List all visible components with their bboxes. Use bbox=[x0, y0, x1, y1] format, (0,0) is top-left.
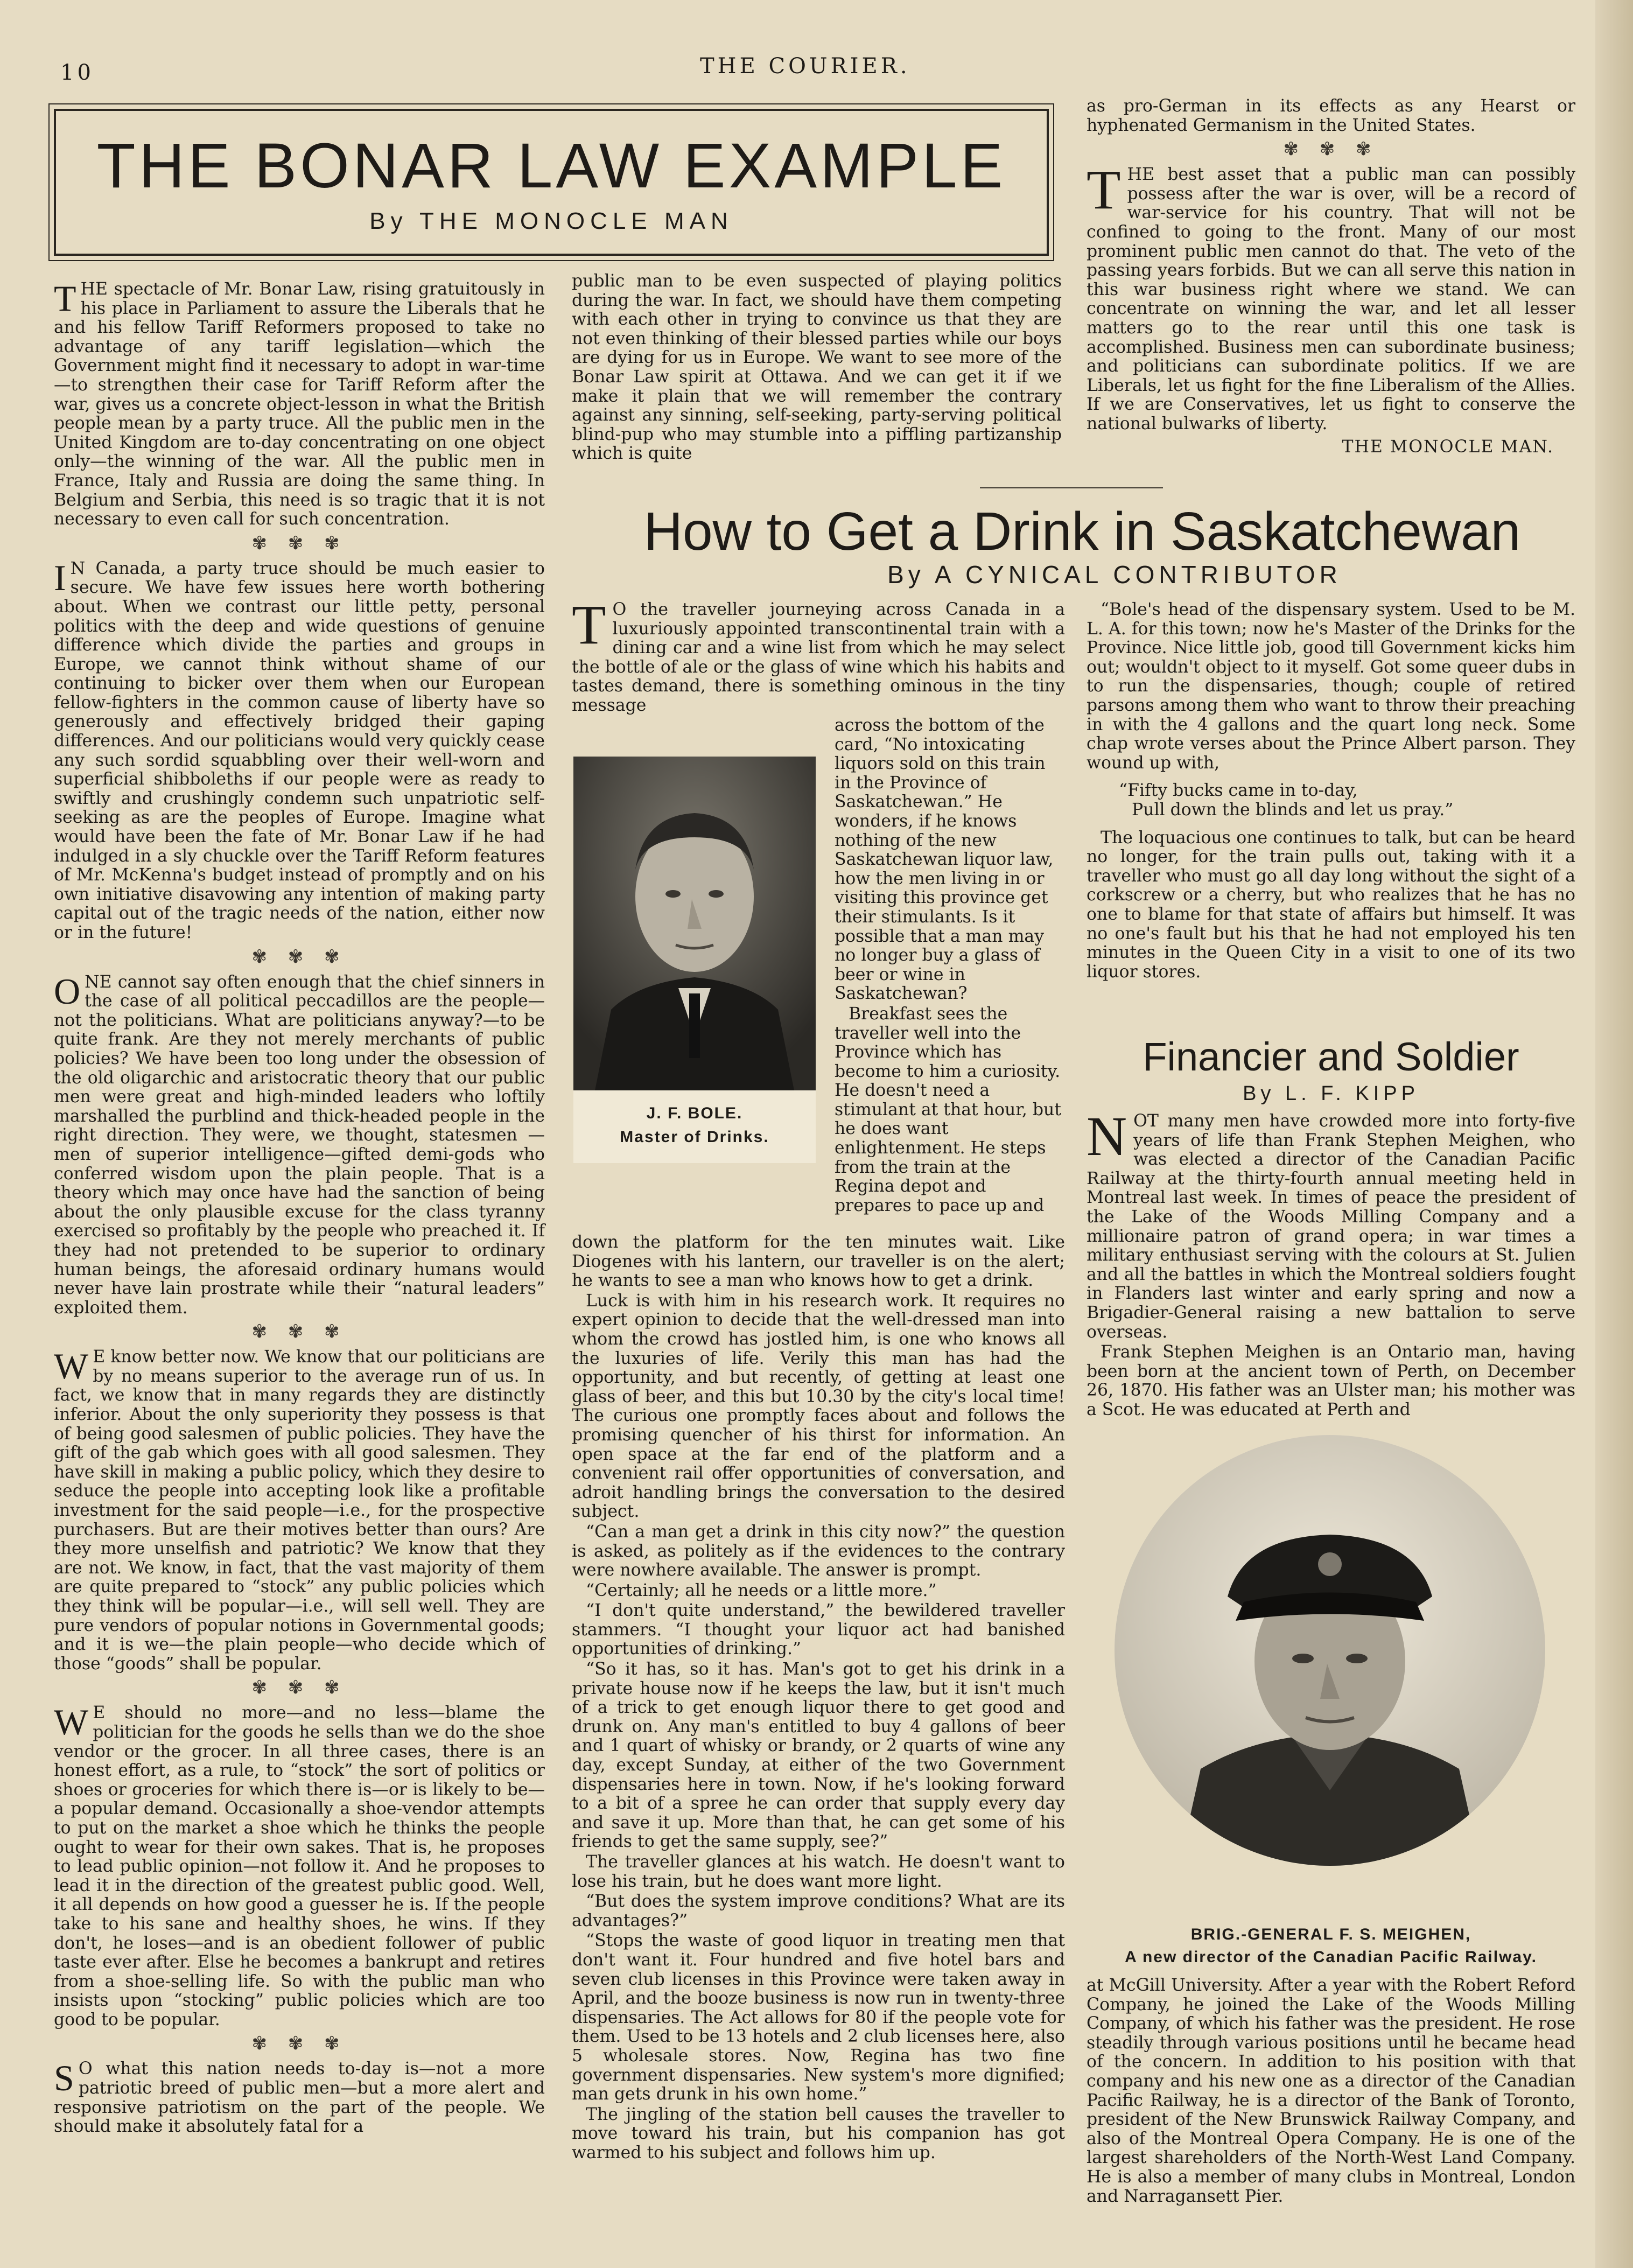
article2-paragraph: “Bole's head of the dispensary system. Used to be M. L. A. for this town; now he's Master of the Drinks for the Province. Nice little job, good till Government kicks him out; wouldn't object to it myself. Got some queer dubs in to run the dispensaries, though; couple of retired parsons among them who want to throw their preaching in with the 4 gallons and the quart long neck. Some chap wrote verses about the Prince Albert parson. They wound up with, bbox=[1087, 600, 1575, 773]
drop-cap: I bbox=[54, 557, 66, 598]
article2-paragraph: “Stops the waste of good liquor in treating men that don't want it. Four hundred and five hotel bars and seven club licenses in this Province were taken away in April, and the booze business is now run in twenty-three dispensaries. The Act allows for 80 if the people vote for them. Used to be 13 hotels and 2 club licenses here, also 5 wholesale stores. Now, Regina has two fine government dispensaries. New system's more dignified; man gets drunk in his own home.” bbox=[572, 1931, 1065, 2104]
article1-title: THE BONAR LAW EXAMPLE bbox=[96, 130, 1006, 201]
article2-paragraph: Luck is with him in his research work. It requires no expert opinion to decide that the well-dressed man into whom the crowd has jostled him, is one who knows all the luxuries of life. Verily this man has had the opportunity, and but recently, of getting at least one glass of beer, and this but 10.30 by the city's local time! The curious one promptly faces about and follows the promising quencher of his thirst for information. An open space at the far end of the platform and a convenient rail offer opportunities of conversation, and adroit handling brings the conversation to the desired subject. bbox=[572, 1291, 1065, 1522]
article2-paragraph: “Can a man get a drink in this city now?” the question is asked, as politely as if the evidences to the contrary were nowhere available. The answer is prompt. bbox=[572, 1522, 1065, 1580]
drop-cap: O bbox=[54, 970, 81, 1012]
article1-col1-body bbox=[54, 280, 545, 2137]
portrait-photo-bole bbox=[573, 757, 816, 1163]
article2-title: How to Get a Drink in Saskatchewan bbox=[643, 501, 1521, 562]
article1-col3-top: as pro-German in its effects as any Hearst or hyphenated Germanism in the United States. bbox=[1087, 96, 1575, 135]
article1-signature: THE MONOCLE MAN. bbox=[1342, 437, 1554, 457]
photo-caption-meighen-desc: A new director of the Canadian Pacific Railway. bbox=[1125, 1948, 1537, 1966]
article1-paragraph: THE spectacle of Mr. Bonar Law, rising gratuitously in his place in Parliament to assure the Liberals that he and his fellow Tariff Reformers proposed to take no advantage of any tariff legislation—which the Government might find it necessary to adopt in war-time—to strengthen their case for Tariff Reform after the war, gives us a concrete object-lesson in what the British people mean by a party truce. All the public men in the United Kingdom are to-day concentrating on one object only—the winning of the war. All the public men in France, Italy and Russia are doing the same thing. In Belgium and Serbia, this need is so tragic that it is not necessary to even call for such concentration. bbox=[54, 278, 545, 529]
article2-column-mid bbox=[572, 1233, 1065, 2164]
article1-paragraph: S O what this nation needs to-day is—not a more patriotic breed of public men—but a more alert and responsive patriotism on the part of the people. We should make it absolutely fatal for a bbox=[54, 2057, 545, 2137]
page-edge bbox=[1595, 0, 1633, 2268]
article1-paragraph: W E should no more—and no less—blame the politician for the goods he sells than we do the shoe vendor or the grocer. In all three cases, there is an honest effort, as a rule, to “stock” the sort of politics or shoes or groceries for which there is—or is likely to be—a popular demand. Occasionally a shoe-vendor attempts to put on the market a shoe which he thinks the people ought to wear for their own sakes. That is, he proposes to lead public opinion—not follow it. And he proposes to lead it in the direction of the greatest public good. Well, it all depends on how good a guesser he is. If the people take to his sane and healthy shoes, he wins. If they don't, he loses—and is an obedient follower of public taste ever after. Else he becomes a bankrupt and retires from a shoe-selling life. So with the public man who insists upon “stocking” public policies which are too good to be popular. bbox=[54, 1702, 545, 2029]
section-ornament: ✾ ✾ ✾ bbox=[251, 1321, 347, 1343]
publication-name: THE COURIER. bbox=[700, 54, 910, 79]
article3-continued: at McGill University. After a year with the Robert Reford Company, he joined the Lake of the Woods Milling Company, of which his father was the president. He rose steadily through various positions until he became head of the concern. In addition to his position with that company and his new one as a director of the Canadian Pacific Railway, he is a director of the Bank of Toronto, president of the New Brunswick Railway Company, and also of the Montreal Opera Company. He is one of the largest shareholders of the North-West Land Company. He is also a member of many clubs in Montreal, London and Narragansett Pier. bbox=[1087, 1976, 1575, 2206]
page-number: 10 bbox=[60, 60, 94, 85]
article1-column-3 bbox=[1087, 97, 1575, 457]
article3-byline: By L. F. KIPP bbox=[1243, 1082, 1419, 1105]
article2-beside-photo: across the bottom of the card, “No intoxicating liquors sold on this train in the Province of Saskatchewan.” He wonders, if he knows nothing of the new Saskatchewan liquor law, how the men living in or visiting this province get their stimulants. Is it possible that a man may no longer buy a glass of beer or wine in Saskatchewan? Breakfast sees the traveller well into the Province which has become to him a curiosity. He doesn't need a stimulant at that hour, but he does want enlightenment. He steps from the train at the Regina depot and prepares to pace up and bbox=[835, 716, 1061, 1215]
divider-rule bbox=[980, 487, 1163, 488]
article2-paragraph: “I don't quite understand,” the bewildered traveller stammers. “I thought your liquor act had banished opportunities of drinking.” bbox=[572, 1601, 1065, 1659]
article1-title-box bbox=[54, 109, 1049, 256]
section-ornament: ✾ ✾ ✾ bbox=[251, 1677, 347, 1699]
article2-byline: By A CYNICAL CONTRIBUTOR bbox=[887, 561, 1342, 589]
photo-caption-name: J. F. BOLE. bbox=[646, 1104, 743, 1122]
article3-title: Financier and Soldier bbox=[1143, 1034, 1519, 1079]
drop-cap: W bbox=[54, 1346, 89, 1387]
article1-paragraph: ONE cannot say often enough that the chief sinners in the case of all political peccadillos are the people—not the politicians. What are politicians anyway?—to be quite frank. Are they not merely merchants of public policies? We have been too long under the obsession of the old oligarchic and aristocratic theory that our public men were great and high-minded leaders who loftily marshalled the purblind and thick-headed people in the right direction. They were, we thought, statesmen —men of superior intelligence—gifted demi-gods who conferred wisdom upon the plain people. That is a theory which may once have had the sanction of being about the only plausible excuse for the class tyranny exercised so profitably by the people who preached it. If they had not pretended to be superior to ordinary human beings, the aforesaid ordinary humans would never have lain prostrate while their “natural leaders” exploited them. bbox=[54, 970, 545, 1318]
section-ornament: ✾ ✾ ✾ bbox=[1283, 138, 1379, 160]
article2-paragraph: “Certainly; all he needs or a little more.” bbox=[586, 1580, 937, 1600]
article3-column: NOT many men have crowded more into forty-five years of life than Frank Stephen Meighen, who was elected a director of the Canadian Pacific Railway at the thirty-fourth annual meeting held in Montreal last week. In times of peace the president of the Lake of the Woods Milling Company and a millionaire patron of grand opera; in war times a military enthusiast serving with the colours at St. Julien and all the battles in which the Montreal soldiers fought in Flanders last winter and early spring and now a Brigadier-General raising a new battalion to serve overseas. Frank Stephen Meighen is an Ontario man, having been born at the ancient town of Perth, on December 26, 1870. His father was an Ulster man; his mother was a Scot. He was educated at Perth and bbox=[1087, 1105, 1575, 1419]
article2-paragraph: “But does the system improve conditions? What are its advantages?” bbox=[572, 1892, 1065, 1930]
article2-paragraph: The traveller glances at his watch. He doesn't want to lose his train, but he does want more light. bbox=[572, 1852, 1065, 1891]
article1-column-1 bbox=[54, 280, 545, 2138]
section-ornament: ✾ ✾ ✾ bbox=[251, 2033, 347, 2055]
section-ornament: ✾ ✾ ✾ bbox=[251, 532, 347, 554]
drop-cap: S bbox=[54, 2057, 74, 2099]
article1-paragraph: I N Canada, a party truce should be much easier to secure. We have few issues here worth bothering about. When we contrast our little petty, personal politics with the deep and wide questions of genuine difference which divide the parties and groups in Europe, we cannot think without shame of our continuing to bicker over them when our European fellow-fighters in the common cause of liberty have so generously and effectively bridged their gaping differences. And our politicians would very quickly cease any such sordid squabbling over their well-worn and superficial shibboleths if our people were as ready to swiftly and crushingly condemn such unpatriotic self-seeking as are the peoples of Europe. Imagine what would have been the fate of Mr. Bonar Law if he had indulged in a sly chuckle over the Tariff Reform features of Mr. McKenna's budget instead of promptly and on his own initiative disavowing any intention of making party capital out of the tragic needs of the nation, either now or in the future! bbox=[54, 557, 545, 942]
article2-column-right: “Bole's head of the dispensary system. Used to be M. L. A. for this town; now he's Master of the Drinks for the Province. Nice little job, good till Government kicks him out; wouldn't object to it myself. Got some queer dubs in to run the dispensaries, though; couple of retired parsons among them who want to throw their preaching in with the 4 gallons and the quart long neck. Some chap wrote verses about the Prince Albert parson. They wound up with, “Fifty bucks came in to-day, Pull down the blinds and let us pray.” The loquacious one continues to talk, but can be heard no longer, for the train pulls out, taking with it a traveller who must go all day long without the sight of a corkscrew or a cherry, but who realizes that he has no one to blame for that state of affairs but himself. It was no one's fault but his that he had not employed his ten minutes in the Queen City in a visit to one of its two liquor stores. bbox=[1087, 600, 1575, 982]
portrait-photo-meighen bbox=[1115, 1435, 1545, 1866]
photo-caption-meighen-name: BRIG.-GENERAL F. S. MEIGHEN, bbox=[1190, 1926, 1471, 1943]
portrait-bole-image bbox=[573, 757, 816, 1090]
article2-lead: T O the traveller journeying across Canada in a luxuriously appointed transcontinental train with a dining car and a wine list from which he may select the bottle of ale or the glass of wine which his habits and tastes demand, there is something ominous in the tiny message bbox=[572, 594, 1065, 715]
drop-cap: T bbox=[54, 278, 76, 319]
drop-cap: W bbox=[54, 1702, 89, 1743]
article1-col2-text: public man to be even suspected of playing politics during the war. In fact, we should have them competing with each other in trying to convince us that they are not even thinking of their blessed parties while our boys are dying for us in Europe. We want to see more of the Bonar Law spirit at Ottawa. And we can get it if we make it plain that we will remember the contrary against any sinning, self-seeking, party-serving political blind-pup who may stumble into a piffling partizanship which is quite bbox=[572, 271, 1062, 464]
drop-cap: T bbox=[1087, 159, 1121, 221]
photo-caption-title: Master of Drinks. bbox=[620, 1128, 769, 1146]
article2-paragraph: The jingling of the station bell causes the traveller to move toward his train, but his companion has got warmed to his subject and follows him up. bbox=[572, 2104, 1065, 2162]
article2-paragraph: down the platform for the ten minutes wait. Like Diogenes with his lantern, our traveller is on the alert; he wants to see a man who knows how to get a drink. bbox=[572, 1233, 1065, 1291]
article1-paragraph: W E know better now. We know that our politicians are by no means superior to the average run of us. In fact, we know that in many regards they are distinctly inferior. About the only superiority they possess is that of being good salesmen of public policies. They have the gift of the gab which goes with all good salesmen. They have skill in making a public policy, which they desire to seduce the people into accepting look like a profitable investment for the said people—i.e., for the prospective purchasers. But are their motives better than ours? Are they more unselfish and patriotic? We know that they are not. We know, in fact, that the vast majority of them are quite prepared to “stock” any public policies which they think will be popular—i.e., will sell well. They are pure vendors of popular notions in Governmental goods; and it is we—the plain people—who decide which of those “goods” shall be popular. bbox=[54, 1346, 545, 1674]
article1-col3-para: THE best asset that a public man can possibly possess after the war is over, will be a record of war-service for his country. That will not be confined to going to the front. Many of our most prominent public men cannot do that. The veto of the passing years forbids. But we can all serve this nation in this war business right where we stand. We can concentrate on winning the war, and let all lesser matters go to the rear until this one task is accomplished. Business men can subordinate business; and politicians can subordinate politics. If we are Liberals, let us fight for the fine Liberalism of the Allies. If we are Conservatives, let us fight to conserve the national bulwarks of liberty. bbox=[1087, 159, 1575, 433]
drop-cap: T bbox=[572, 594, 606, 656]
article1-column-2 bbox=[572, 272, 1062, 465]
article2-paragraph: “So it has, so it has. Man's got to get his drink in a private house now if he keeps the law, but it isn't much of a trick to get enough liquor there to get good and drunk on. Any man's entitled to buy 4 gallons of beer and 1 quart of whisky or brandy, or 2 quarts of wine any day, except Sunday, at either of the two Government dispensaries here in town. Now, if he's looking forward to a bit of a spree he can order that supply every day and save it up. More than that, he can get some of his friends to get the same supply, see?” bbox=[572, 1660, 1065, 1852]
section-ornament: ✾ ✾ ✾ bbox=[251, 946, 347, 968]
verse: “Fifty bucks came in to-day, Pull down the blinds and let us pray.” bbox=[1119, 781, 1454, 820]
article2-mid-body bbox=[572, 1233, 1065, 2163]
article1-byline: By THE MONOCLE MAN bbox=[369, 208, 733, 234]
portrait-meighen-image bbox=[1115, 1435, 1545, 1866]
drop-cap: N bbox=[1087, 1105, 1127, 1167]
